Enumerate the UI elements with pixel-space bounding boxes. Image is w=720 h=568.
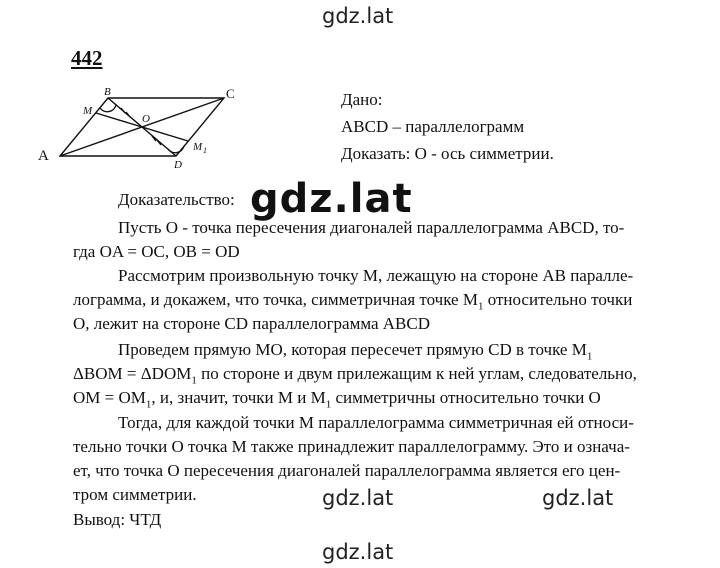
proof-line-2: гда OA = OC, OB = OD [73, 242, 240, 261]
label-o: O [142, 113, 150, 125]
proof-line-9: Тогда, для каждой точки M параллелограмма симметричная ей относи- [118, 413, 634, 432]
proof-line-10: тельно точки O точка M также принадлежит параллелограмму. Это и означа- [73, 437, 630, 456]
proof-line-5: O, лежит на стороне CD параллелограмма ABCD [73, 314, 431, 333]
label-m1: M [193, 141, 203, 153]
watermark-big: gdz.lat [250, 176, 413, 222]
proof-line-11: ет, что точка O пересечения диагоналей параллелограмма является его цен- [73, 461, 621, 480]
watermark-mid-2: gdz.lat [542, 486, 614, 510]
proof-line-7: $\Delta BOM = \Delta DOM_1$ по стороне и двум прилежащим к ней углам, следовательно, [73, 364, 637, 387]
label-m1-sub: 1 [203, 146, 207, 155]
proof-line-8: OM = $OM_1$, и, значит, точки M и $M_1$ симметричны относительно точки O [73, 388, 601, 411]
watermark-bottom: gdz.lat [322, 540, 394, 564]
given-prove: Доказать: О - ось симметрии. [341, 144, 554, 163]
label-m: M [83, 105, 93, 117]
parallelogram-figure [38, 86, 248, 176]
label-c: C [226, 86, 235, 101]
problem-number: 442 [71, 46, 103, 70]
proof-label: Доказательство: [118, 190, 235, 209]
watermark-mid-1: gdz.lat [322, 486, 394, 510]
given-heading: Дано: [341, 90, 383, 109]
label-a: A [38, 148, 49, 164]
angle-arc-b [100, 105, 116, 112]
given-parallelogram: ABCD – параллелограмм [341, 117, 525, 136]
proof-line-6: Проведем прямую MO, которая пересечет прямую CD в точке $M_1$ [118, 340, 593, 363]
angle-arc-d [168, 146, 184, 153]
watermark-top: gdz.lat [322, 4, 394, 28]
proof-line-4: лограмма, и докажем, что точка, симметричная точке $M_1$ относительно точки [73, 290, 633, 313]
proof-line-3: Рассмотрим произвольную точку M, лежащую на стороне AB паралле- [118, 266, 634, 285]
conclusion: Вывод: ЧТД [73, 510, 162, 529]
proof-line-1: Пусть O - точка пересечения диагоналей параллелограмма ABCD, то- [118, 218, 625, 237]
proof-line-12: тром симметрии. [73, 485, 197, 504]
label-b: B [104, 86, 111, 98]
label-d: D [174, 159, 182, 171]
